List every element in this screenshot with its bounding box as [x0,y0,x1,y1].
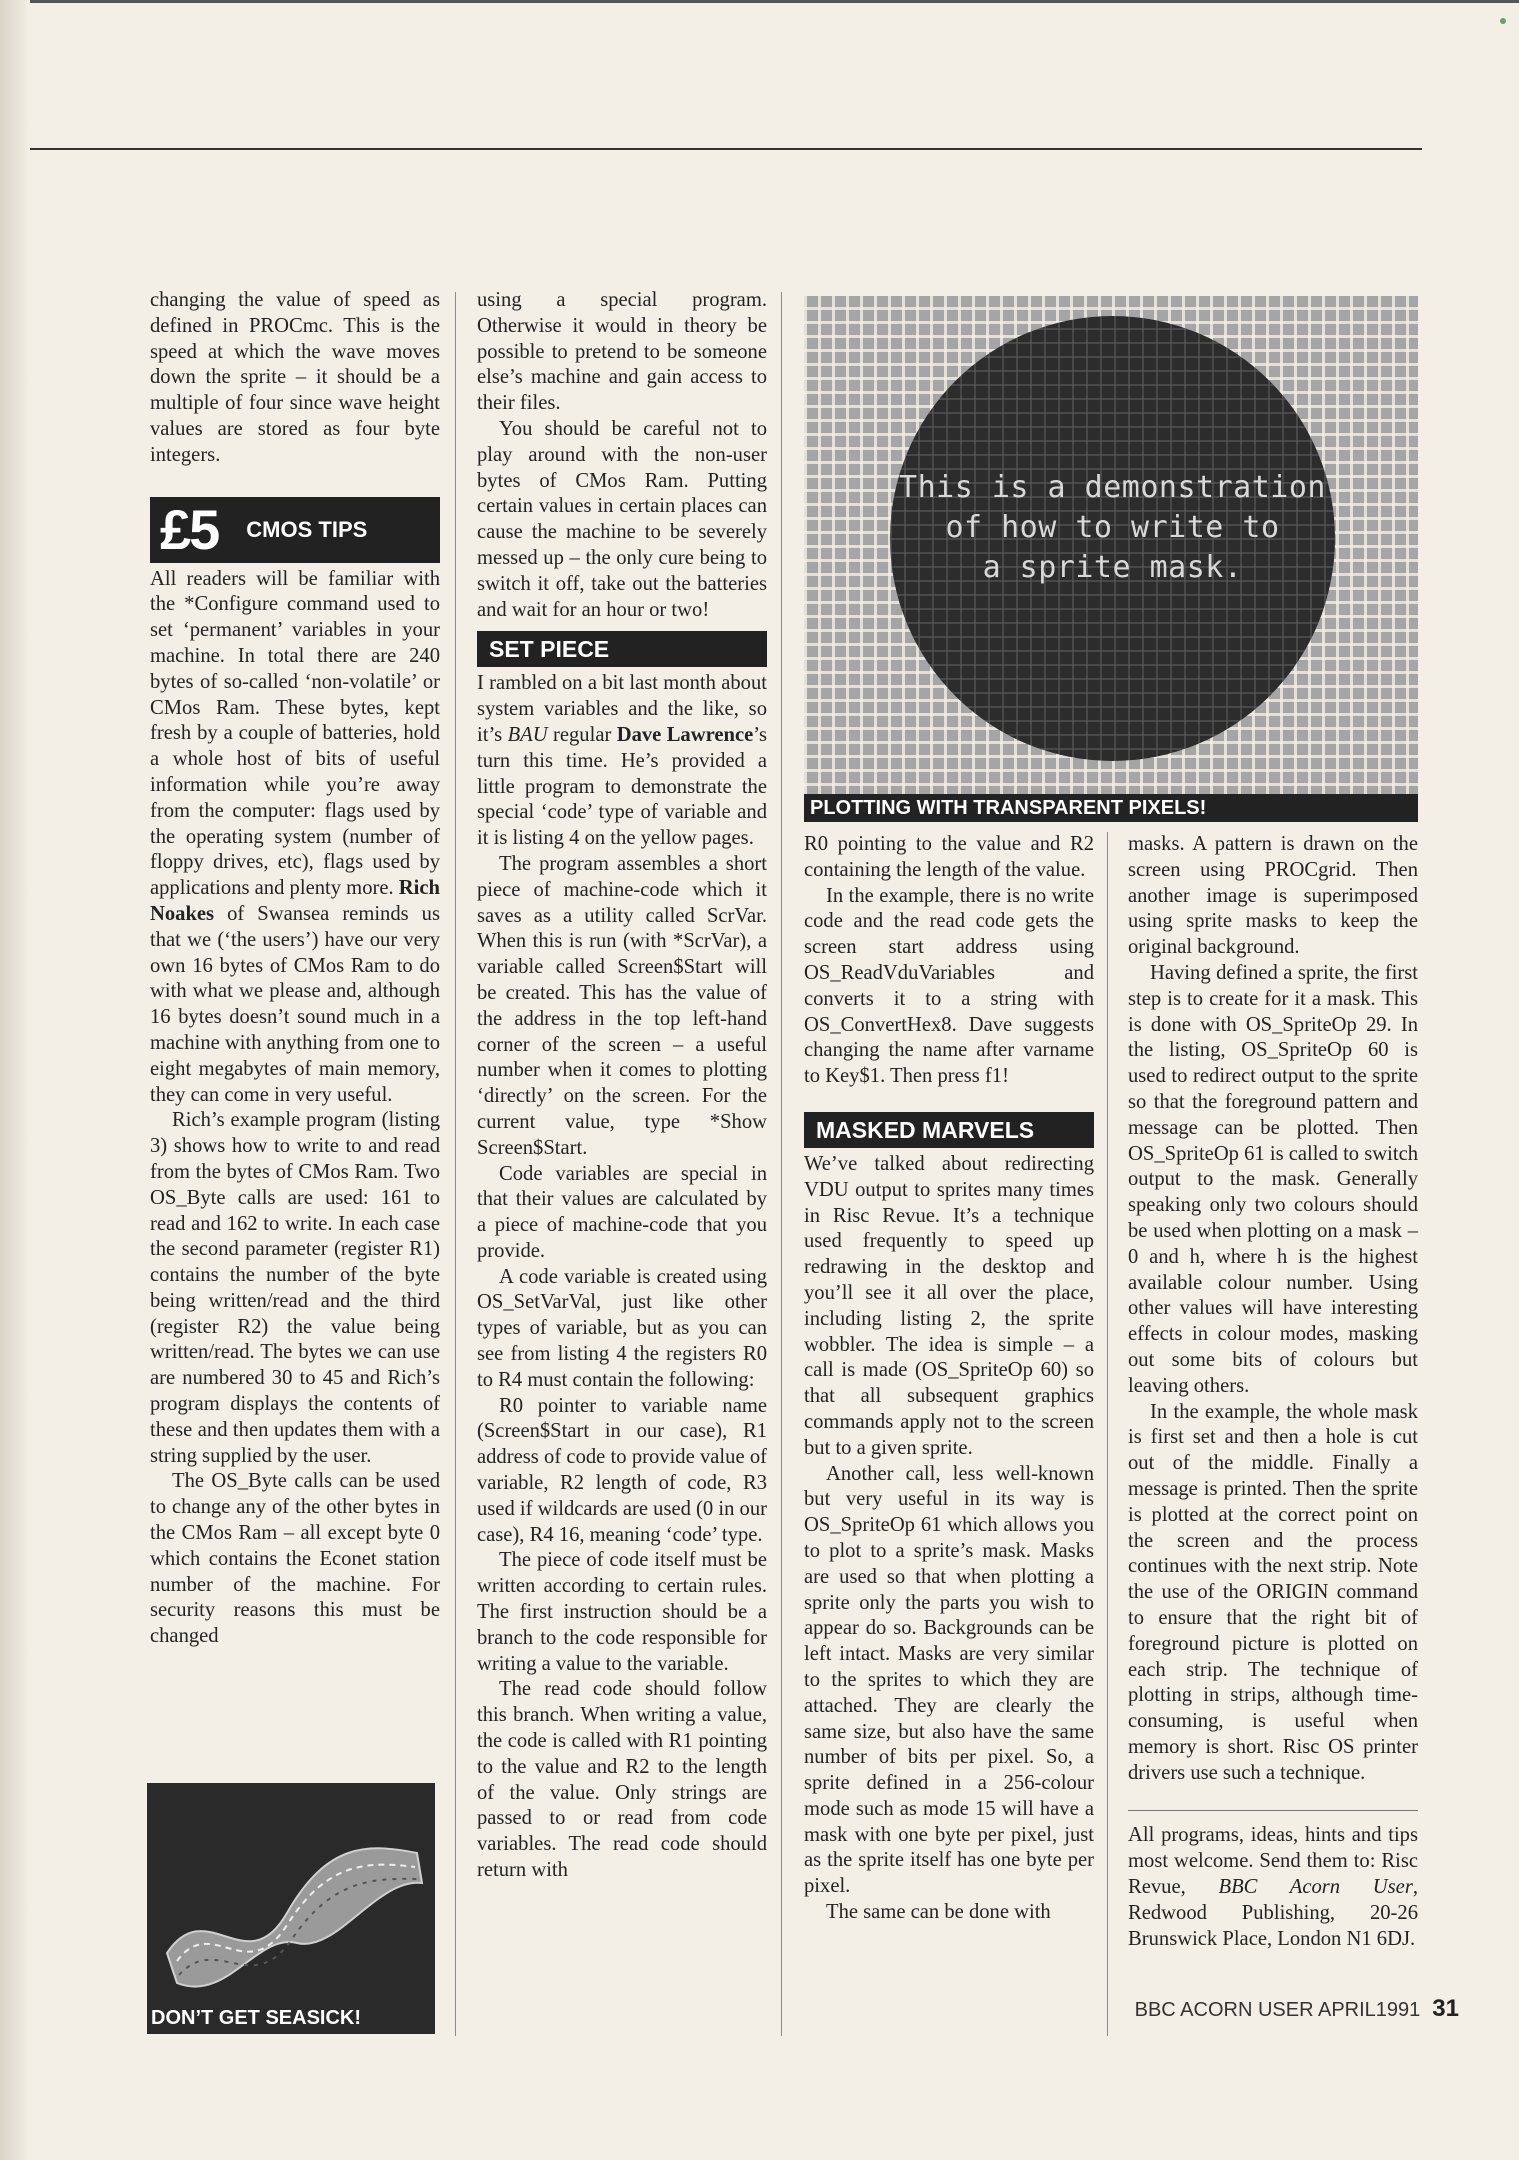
paragraph: using a special program. Otherwise it would in theory be possible to pretend to be someone else’s machine and gain access to their files. [477,289,767,415]
page-footer [1135,1995,1459,2023]
paragraph: All readers will be familiar with the *Configure command used to set ‘permanent’ variables in your machine. In total there are 240 bytes of so-called ‘non-volatile’ or CMos Ram. These bytes, kept fresh by a couple of batteries, hold a whole host of bits of useful information while you’re away from the computer: flags used by the operating system (number of floppy drives, etc), flags used by applications and plenty more. Rich Noakes of Swansea reminds us that we (‘the users’) have our very own 16 bytes of CMos Ram to do with what we please and, although 16 bytes doesn’t sound much in a machine with anything from one to eight megabytes of main memory, they can come in very useful. [150,567,440,1106]
paragraph: We’ve talked about redirecting VDU output to sprites many times in Risc Revue. It’s a technique used frequently to speed up redrawing in the desktop and you’ll see it all over the place, including listing 2, the sprite wobbler. The idea is simple – a call is made (OS_SpriteOp 60) so that all subsequent graphics commands apply not to the screen but to a given sprite. [804,1152,1094,1459]
seasick-image [147,1783,435,2034]
demo-line: This is a demonstration [899,470,1326,505]
top-edge-line [0,0,1519,3]
column-divider [1107,832,1108,2036]
column-2 [477,288,767,1884]
paragraph: Code variables are special in that their values are calculated by a piece of machine-code that you provide. [477,1162,767,1262]
page-binding-shadow [0,0,30,2160]
paragraph: masks. A pattern is drawn on the screen using PROCgrid. Then another image is superimposed using sprite masks to keep the original background. [1128,833,1418,959]
magazine-name: BBC Acorn User [1218,1876,1413,1899]
paragraph: The read code should follow this branch. When writing a value, the code is called with R1 pointing to the value and R2 to the length of the value. Only strings are passed to or read from code variables. The read code should return with [477,1678,767,1882]
header-rule [30,148,1422,150]
figure-caption: PLOTTING WITH TRANSPARENT PIXELS! [804,794,1418,822]
paragraph: The same can be done with [826,1901,1051,1924]
section-title: CMOS TIPS [246,517,368,543]
author-name: Rich Noakes [150,877,440,925]
page-number: 31 [1432,1995,1459,2022]
paragraph: The piece of code itself must be written according to certain rules. The first instruction should be a branch to the code responsible for writing a value to the variable. [477,1549,767,1675]
paragraph: Another call, less well-known but very useful in its way is OS_SpriteOp 61 which allows you to plot to a sprite’s mask. Masks are used so that when plotting a sprite only the parts you wish to appear do so. Backgrounds can be left intact. Masks are very similar to the sprites to which they are attached. They are clearly the same size, but also have the same number of bits per pixel. So, a sprite defined in a 256-colour mode such as mode 15 will have a mask with one byte per pixel, just as the sprite itself has one byte per pixel. [804,1462,1094,1898]
image-caption: DON’T GET SEASICK! [151,2007,362,2029]
paragraph: The program assembles a short piece of machine-code which it saves as a utility called ScrVar. When this is run (with *ScrVar), a variable called Screen$Start will be created. This has the value of the address in the top left-hand corner of the screen – a useful number when it comes to plotting ‘directly’ on the screen. For the current value, type *Show Screen$Start. [477,852,767,1159]
paragraph: I rambled on a bit last month about system variables and the like, so it’s BAU regular Dave Lawrence’s turn this time. He’s provided a little program to demonstrate the special ‘code’ type of variable and it is listing 4 on the yellow pages. [477,672,767,850]
column-divider [781,292,782,2036]
sprite-mask-figure [804,296,1418,794]
paragraph: The OS_Byte calls can be used to change any of the other bytes in the CMos Ram – all except byte 0 which contains the Econet station number of the machine. For security reasons this must be changed [150,1470,440,1648]
abbreviation: BAU [507,723,548,746]
prize-amount: £5 [160,497,219,561]
issue-label: BBC ACORN USER APRIL1991 [1134,1999,1421,2021]
masked-marvels-heading: MASKED MARVELS [804,1112,1094,1148]
green-dot [1500,18,1506,24]
paragraph: R0 pointing to the value and R2 containing the length of the value. [804,833,1094,881]
paragraph: A code variable is created using OS_SetVarVal, just like other types of variable, but as you can see from listing 4 the registers R0 to R4 must contain the following: [477,1265,767,1391]
paragraph: You should be careful not to play around with the non-user bytes of CMos Ram. Putting certain values in certain places can cause the machine to be severely messed up – the only cure being to switch it off, take out the batteries and wait for an hour or two! [477,417,767,621]
paragraph: In the example, there is no write code and the read code gets the screen start address using OS_ReadVduVariables and converts it to a string with OS_ConvertHex8. Dave suggests changing the name after varname to Key$1. Then press f1! [804,884,1094,1088]
column-3 [804,832,1094,1926]
set-piece-heading: SET PIECE [477,631,767,667]
column-divider [455,292,456,2036]
paragraph: Rich’s example program (listing 3) shows how to write to and read from the bytes of CMos Ram. Two OS_Byte calls are used: 161 to read and 162 to write. In each case the second parameter (register R1) contains the number of the byte being written/read and the third (register R2) the value being written/read. The bytes we can use are numbered 30 to 45 and Rich’s program displays the contents of these and then updates them with a string supplied by the user. [150,1109,440,1467]
paragraph: R0 pointer to variable name (Screen$Start in our case), R1 address of code to provide value of variable, R2 length of code, R3 used if wildcards are used (0 in our case), R4 16, meaning ‘code’ type. [477,1394,767,1546]
paragraph: Having defined a sprite, the first step is to create for it a mask. This is done with OS_SpriteOp 29. In the listing, OS_SpriteOp 60 is used to redirect output to the sprite so that the foreground pattern and message can be plotted. Then OS_SpriteOp 61 is called to switch output to the mask. Generally speaking only two colours should be used when plotting on a mask – 0 and h, where h is the highest available colour number. Using other values will have interesting effects in colour modes, masking out some bits of colours but leaving others. [1128,961,1419,1397]
demo-line: a sprite mask. [982,550,1243,585]
author-name: Dave Lawrence [616,723,754,746]
wobbly-sprite-graphic [147,1783,435,2034]
paragraph: In the example, the whole mask is first set and then a hole is cut out of the middle. Finally a message is printed. Then the sprite is plotted at the correct point on the screen and the process continues with the next strip. Note the use of the ORIGIN command to ensure that the right bit of foreground picture is plotted on each strip. The technique of plotting in strips, although time-consuming, is useful when memory is short. Risc OS printer drivers use such a technique. [1128,1400,1418,1784]
cmos-tips-heading [150,497,440,563]
contact-note [1128,1810,1418,1952]
paragraph: changing the value of speed as defined in PROCmc. This is the speed at which the wave moves down the sprite – it should be a multiple of four since wave height values are stored as four byte integers. [150,289,440,466]
paragraph: All programs, ideas, hints and tips most welcome. Send them to: Risc Revue, BBC Acorn User, Redwood Publishing, 20-26 Brunswick Place, London N1 6DJ. [1128,1824,1418,1950]
demo-line: of how to write to [945,510,1280,545]
column-4 [1128,832,1418,1952]
demo-message [894,468,1331,588]
column-1 [150,288,440,1650]
